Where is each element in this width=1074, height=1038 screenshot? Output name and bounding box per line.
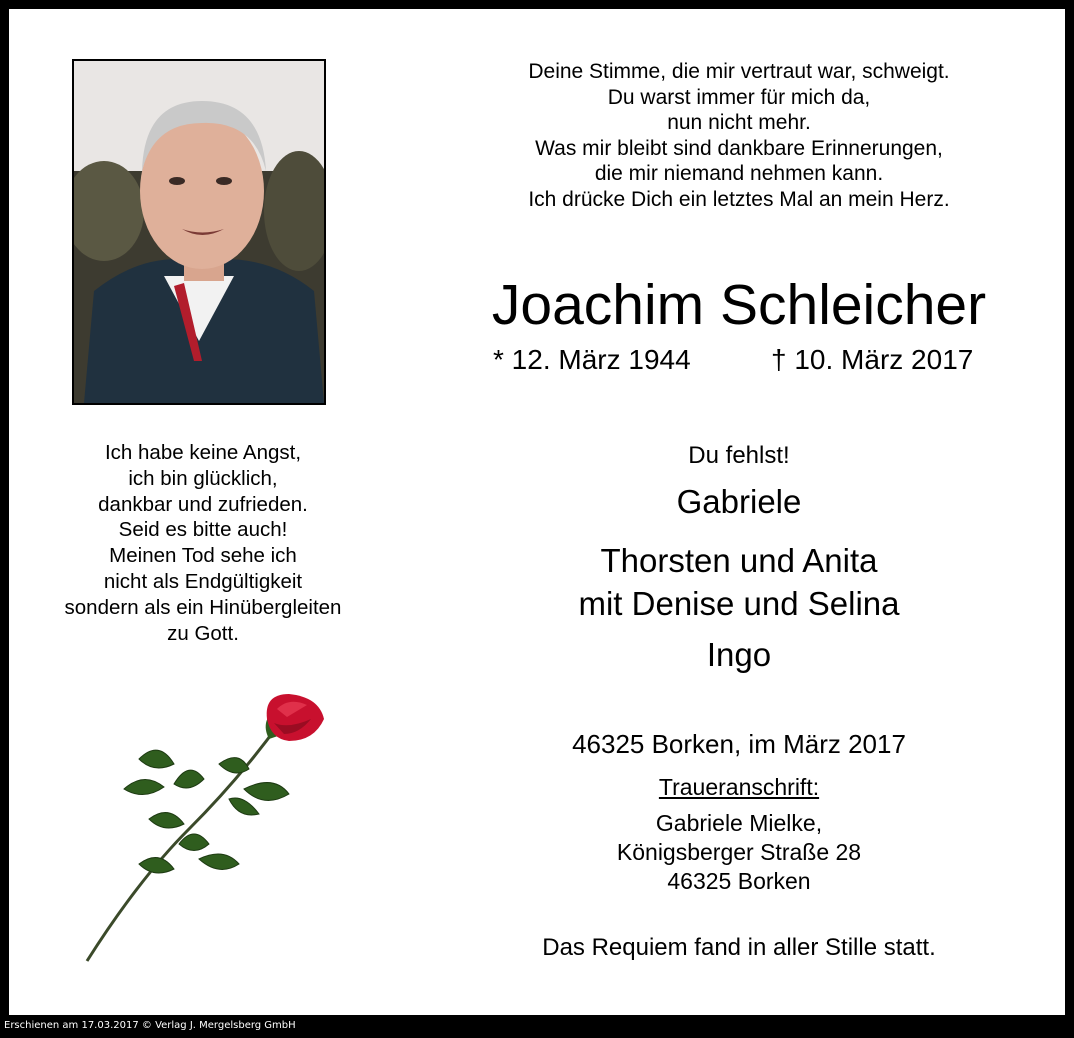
poem-left-line: Meinen Tod sehe ich xyxy=(109,544,297,568)
publication-footer: Erschienen am 17.03.2017 © Verlag J. Mergelsberg GmbH xyxy=(4,1020,296,1031)
obituary-card xyxy=(9,9,1065,1015)
mourner-line: Gabriele xyxy=(676,483,802,520)
poem-top-line: Deine Stimme, die mir vertraut war, schweigt. xyxy=(528,60,950,83)
poem-top-line: Du warst immer für mich da, xyxy=(607,85,871,109)
rose-icon xyxy=(79,679,339,969)
poem-top-line: Ich drücke Dich ein letztes Mal an mein Herz. xyxy=(528,187,950,211)
poem-left-line: ich bin glücklich, xyxy=(128,466,278,490)
poem-left-line: Seid es bitte auch! xyxy=(118,518,288,542)
place-date: 46325 Borken, im März 2017 xyxy=(572,729,906,759)
poem-left-line: dankbar und zufrieden. xyxy=(98,492,308,516)
poem-left-line: zu Gott. xyxy=(167,621,239,645)
poem-left xyxy=(29,440,377,646)
poem-top-line: nun nicht mehr. xyxy=(667,111,811,134)
address-line: Königsberger Straße 28 xyxy=(616,839,862,865)
portrait-photo xyxy=(72,59,326,405)
deceased-name: Joachim Schleicher xyxy=(491,273,987,337)
poem-top-line: die mir niemand nehmen kann. xyxy=(594,162,884,185)
birth-date: * 12. März 1944 xyxy=(493,344,691,375)
mourner-line: Ingo xyxy=(706,636,772,673)
mourner-line: Thorsten und Anita xyxy=(600,542,878,579)
poem-left-line: sondern als ein Hinübergleiten xyxy=(64,595,342,619)
mourner-family xyxy=(469,539,1009,625)
address-heading: Traueranschrift: xyxy=(658,774,820,800)
address-line: Gabriele Mielke, xyxy=(655,810,823,836)
closing-note: Das Requiem fand in aller Stille statt. xyxy=(542,934,936,961)
death-date: † 10. März 2017 xyxy=(771,344,974,375)
mourner-line: mit Denise und Selina xyxy=(578,585,900,622)
poem-top-line: Was mir bleibt sind dankbare Erinnerungen, xyxy=(535,136,943,160)
mourner-intro: Du fehlst! xyxy=(688,442,790,469)
address-line: 46325 Borken xyxy=(667,868,811,894)
poem-top xyxy=(469,59,1009,212)
mourning-address xyxy=(469,809,1009,896)
poem-left-line: Ich habe keine Angst, xyxy=(104,441,302,464)
poem-left-line: nicht als Endgültigkeit xyxy=(103,569,303,593)
